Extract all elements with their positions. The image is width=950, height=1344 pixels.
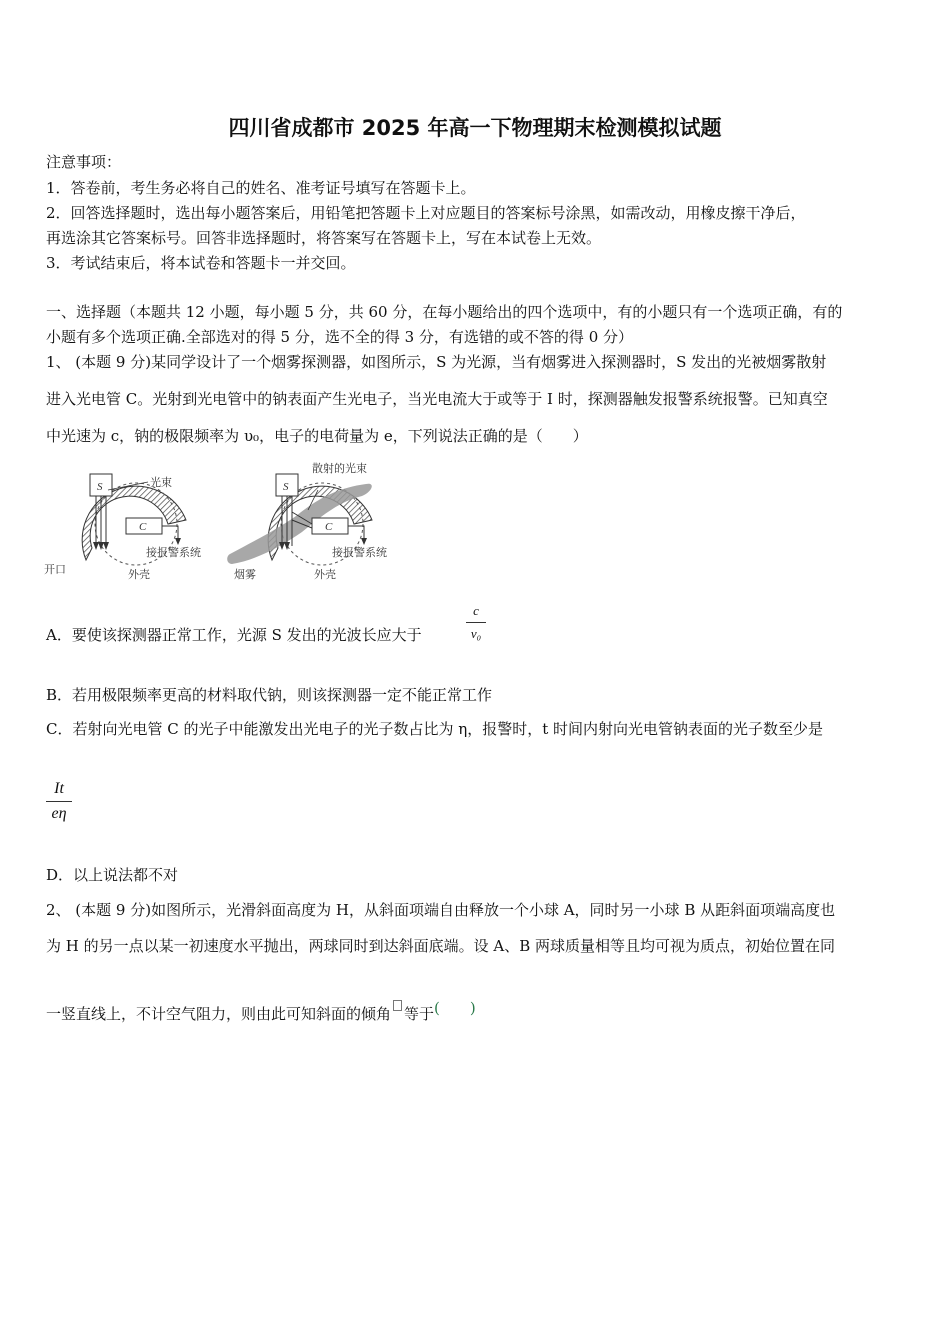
- notice-item-1: 1．答卷前，考生务必将自己的姓名、准考证号填写在答题卡上。: [46, 179, 476, 197]
- alarm-label-right: 接报警系统: [332, 546, 387, 559]
- answer-paren: ( ): [434, 999, 476, 1017]
- q1-option-a: A．要使该探测器正常工作，光源 S 发出的光波长应大于: [46, 626, 422, 644]
- option-c-fraction: [46, 780, 72, 823]
- q1-option-b: B．若用极限频率更高的材料取代钠，则该探测器一定不能正常工作: [46, 686, 493, 704]
- option-c-fraction-num: It: [54, 780, 64, 797]
- shell-label-left: 外壳: [128, 568, 150, 581]
- q2-stem-line1: 2、 (本题 9 分)如图所示，光滑斜面高度为 H，从斜面项端自由释放一个小球 A，同时另一小球 B 从距斜面项端高度也: [46, 901, 836, 919]
- scattered-beam-label: 散射的光束: [312, 462, 367, 475]
- tube-label-right: C: [325, 521, 333, 533]
- section-heading-line2: 小题有多个选项正确.全部选对的得 5 分，选不全的得 3 分，有选错的或不答的得 0 分）: [46, 328, 634, 346]
- option-a-fraction-num: c: [473, 603, 479, 618]
- q1-option-d: D．以上说法都不对: [46, 866, 179, 884]
- tube-label-left: C: [139, 521, 147, 533]
- beam-label: 光束: [150, 476, 172, 489]
- option-c-fraction-den: eη: [51, 805, 67, 822]
- q1-stem-line2: 进入光电管 C。光射到光电管中的钠表面产生光电子，当光电流大于或等于 I 时，探测器触发报警系统报警。已知真空: [46, 390, 828, 408]
- smoke-label: 烟雾: [234, 568, 256, 581]
- notice-item-2: 2．回答选择题时，选出每小题答案后，用铅笔把答题卡上对应题目的答案标号涂黑，如需改动，用橡皮擦干净后，: [46, 204, 806, 222]
- shell-label-right: 外壳: [314, 568, 336, 581]
- q1-stem-line3: 中光速为 c，钠的极限频率为 υ₀，电子的电荷量为 e，下列说法正确的是（ ）: [46, 427, 588, 445]
- angle-placeholder-box: [393, 1000, 402, 1011]
- q2-line3-equals: 等于: [404, 1005, 435, 1023]
- notice-item-2-cont: 再选涂其它答案标号。回答非选择题时，将答案写在答题卡上，写在本试卷上无效。: [46, 229, 602, 247]
- q2-line3-text: 一竖直线上，不计空气阻力，则由此可知斜面的倾角: [46, 1005, 392, 1023]
- section-heading-line1: 一、选择题（本题共 12 小题，每小题 5 分，共 60 分，在每小题给出的四个选项中，有的小题只有一个选项正确，有的: [46, 303, 843, 321]
- q2-stem-line2: 为 H 的另一点以某一初速度水平抛出，两球同时到达斜面底端。设 A、B 两球质量相等且均可视为质点，初始位置在同: [46, 937, 836, 955]
- page-title: 四川省成都市 2025 年高一下物理期末检测模拟试题: [228, 116, 722, 140]
- option-a-fraction-den: v₀: [470, 626, 482, 641]
- source-label-right: S: [283, 481, 289, 493]
- alarm-label-left: 接报警系统: [146, 546, 201, 559]
- detector-right: [227, 461, 387, 581]
- source-label-left: S: [97, 481, 103, 493]
- q1-option-c: C．若射向光电管 C 的光子中能激发出光电子的光子数占比为 η，报警时，t 时间内射向光电管钠表面的光子数至少是: [46, 720, 824, 738]
- opening-label: 开口: [44, 563, 66, 576]
- smoke-detector-figure: [40, 460, 410, 585]
- detector-left: [44, 474, 201, 581]
- option-a-fraction: [466, 603, 486, 642]
- q1-stem-line1: 1、 (本题 9 分)某同学设计了一个烟雾探测器，如图所示，S 为光源，当有烟雾进入探测器时，S 发出的光被烟雾散射: [46, 353, 827, 371]
- q2-stem-line3: [46, 998, 476, 1024]
- notice-heading: 注意事项：: [46, 153, 122, 171]
- notice-item-3: 3．考试结束后，将本试卷和答题卡一并交回。: [46, 254, 356, 272]
